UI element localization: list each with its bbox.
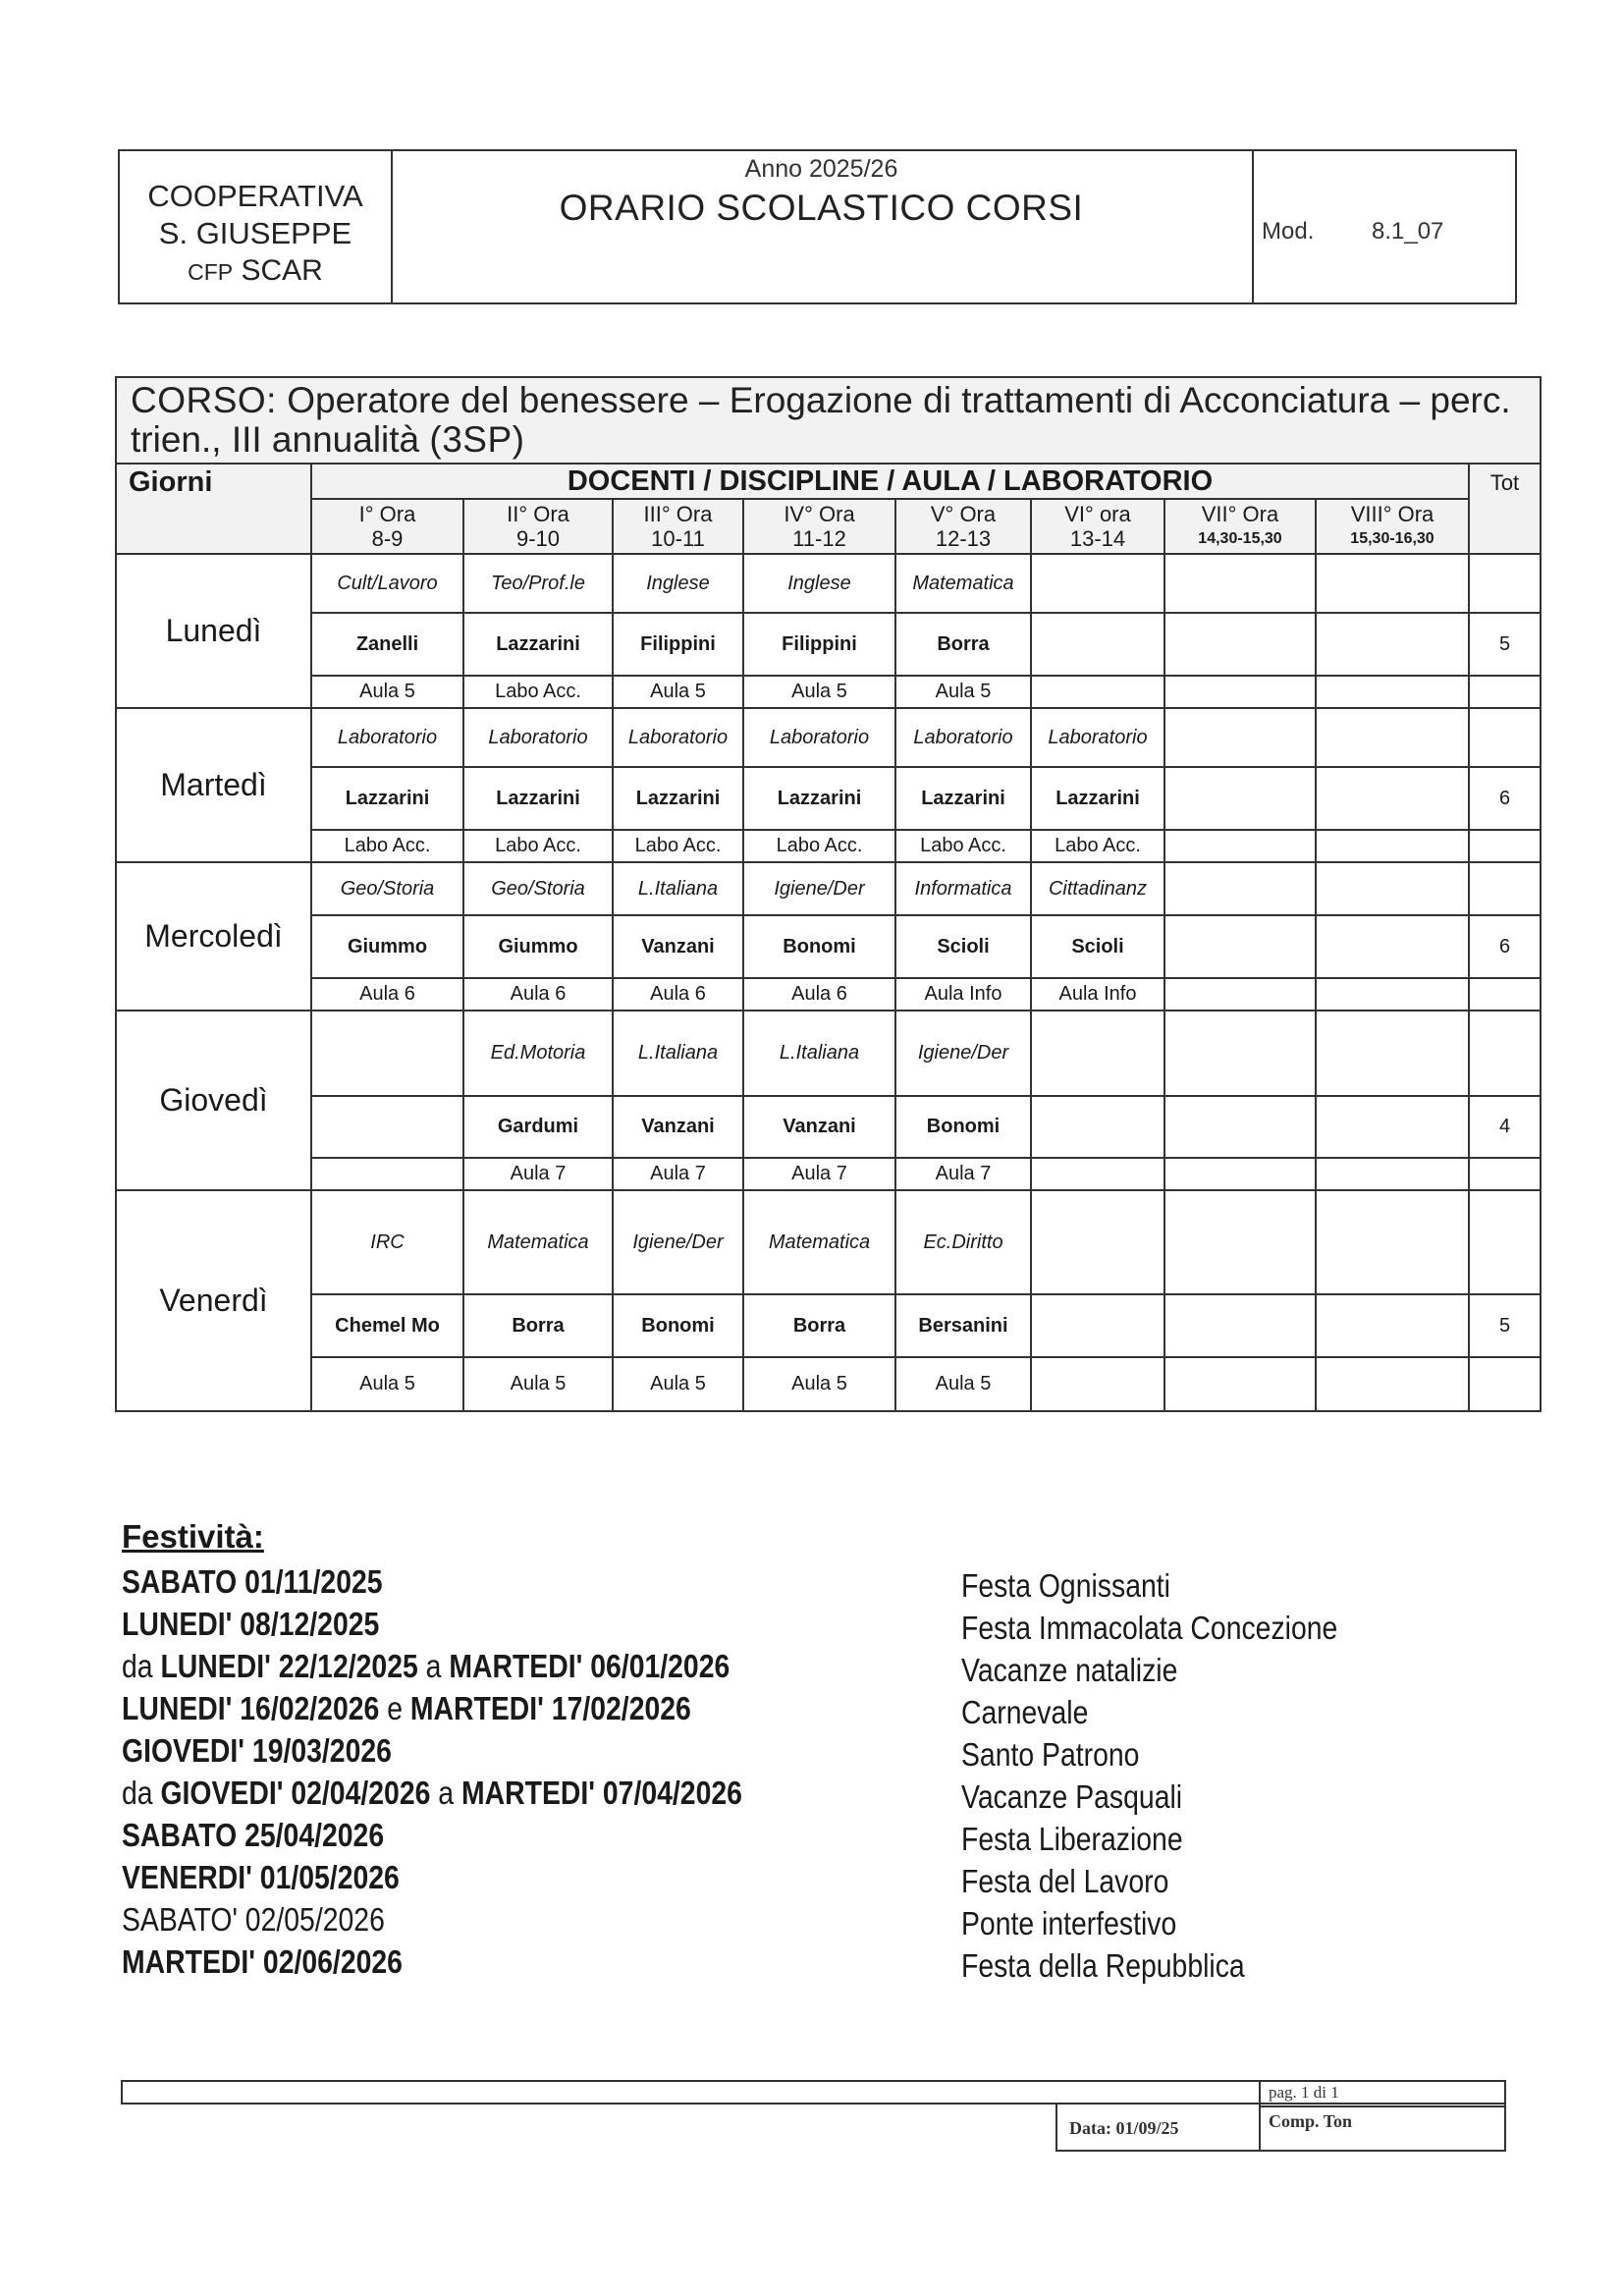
subject-cell: Inglese [613, 554, 743, 613]
festivita-dates [122, 1563, 843, 1986]
date-part: LUNEDI' 08/12/2025 [122, 1606, 380, 1642]
subject-cell: Ec.Diritto [895, 1190, 1031, 1294]
org-prefix: CFP [188, 259, 234, 285]
total-hours: 5 [1469, 613, 1541, 676]
subject-cell [1164, 1011, 1316, 1096]
day-venerdi: Venerdì [116, 1190, 311, 1411]
organization-block [120, 151, 393, 302]
hour-time: 11-12 [792, 526, 846, 551]
subject-cell [1164, 708, 1316, 767]
subject-cell: Laboratorio [743, 708, 895, 767]
teacher-cell: Zanelli [311, 613, 463, 676]
teacher-cell: Bersanini [895, 1294, 1031, 1357]
teacher-cell: Filippini [613, 613, 743, 676]
date-part: LUNEDI' 22/12/2025 [160, 1648, 418, 1684]
total-empty [1469, 1158, 1541, 1190]
hour-header [311, 499, 463, 554]
subject-cell [1031, 1190, 1164, 1294]
teacher-cell: Borra [463, 1294, 613, 1357]
teacher-cell [1316, 613, 1469, 676]
subject-cell: Matematica [463, 1190, 613, 1294]
row-mercoledi-teacher [116, 915, 1541, 978]
date-part: MARTEDI' 17/02/2026 [409, 1690, 691, 1726]
teacher-cell: Lazzarini [895, 767, 1031, 830]
room-cell [1031, 676, 1164, 708]
teacher-cell [1316, 915, 1469, 978]
title-block [391, 151, 1254, 302]
subject-cell: Laboratorio [1031, 708, 1164, 767]
row-lunedi-teacher [116, 613, 1541, 676]
room-cell: Aula 6 [311, 978, 463, 1011]
hour-header [1164, 499, 1316, 554]
room-cell: Labo Acc. [463, 830, 613, 862]
room-cell: Aula Info [1031, 978, 1164, 1011]
subject-cell [1164, 1190, 1316, 1294]
festivita-date [122, 1606, 742, 1648]
room-cell: Aula 5 [311, 1357, 463, 1411]
room-cell: Labo Acc. [463, 676, 613, 708]
module-block [1252, 151, 1515, 302]
festivita-description: Festa Immacolata Concezione [961, 1610, 1338, 1646]
festivita-title: Festività: [122, 1518, 264, 1555]
total-empty [1469, 830, 1541, 862]
schedule-table [115, 376, 1542, 1412]
room-cell: Labo Acc. [311, 830, 463, 862]
total-hours: 5 [1469, 1294, 1541, 1357]
teacher-cell [1031, 1294, 1164, 1357]
room-cell [1164, 978, 1316, 1011]
room-cell [1164, 1158, 1316, 1190]
days-column-header: Giorni [116, 464, 311, 554]
subject-cell: Matematica [895, 554, 1031, 613]
teacher-cell: Lazzarini [613, 767, 743, 830]
teacher-cell: Vanzani [613, 1096, 743, 1158]
festivita-date [122, 1648, 742, 1690]
subject-cell: Inglese [743, 554, 895, 613]
document-footer [121, 2080, 1506, 2152]
date-part: SABATO' 02/05/2026 [122, 1901, 385, 1938]
subject-cell [1031, 554, 1164, 613]
room-cell [1164, 676, 1316, 708]
room-cell [1316, 830, 1469, 862]
course-title: CORSO: Operatore del benessere – Erogazione di trattamenti di Acconciatura – perc. trien., III annualità (3SP) [116, 377, 1541, 464]
total-hours: 6 [1469, 915, 1541, 978]
room-cell: Labo Acc. [895, 830, 1031, 862]
day-mercoledi: Mercoledì [116, 862, 311, 1011]
hour-name: I° Ora [358, 502, 416, 526]
teacher-cell [1164, 1096, 1316, 1158]
teacher-cell [1164, 915, 1316, 978]
org-name-line1: COOPERATIVA [147, 179, 363, 213]
org-name-line3 [120, 252, 391, 291]
teacher-cell [1316, 1294, 1469, 1357]
teacher-cell [1164, 767, 1316, 830]
subject-cell [311, 1011, 463, 1096]
total-empty [1469, 708, 1541, 767]
subject-cell: Igiene/Der [743, 862, 895, 915]
org-scar: SCAR [241, 254, 323, 287]
teacher-cell: Giummo [311, 915, 463, 978]
date-part: VENERDI' 01/05/2026 [122, 1859, 400, 1895]
subject-cell: Matematica [743, 1190, 895, 1294]
hour-time: 14,30-15,30 [1198, 530, 1282, 547]
festivita-description: Vacanze natalizie [961, 1652, 1178, 1688]
subject-cell [1164, 554, 1316, 613]
row-giovedi-room [116, 1158, 1541, 1190]
subject-cell [1031, 1011, 1164, 1096]
row-giovedi-teacher [116, 1096, 1541, 1158]
row-martedi-room [116, 830, 1541, 862]
teacher-cell [311, 1096, 463, 1158]
date-part: a [430, 1775, 461, 1811]
subject-cell [1316, 1190, 1469, 1294]
total-empty [1469, 1011, 1541, 1096]
room-cell: Aula 5 [613, 1357, 743, 1411]
room-cell: Aula 5 [895, 1357, 1031, 1411]
room-cell: Aula 6 [613, 978, 743, 1011]
date-part: SABATO 01/11/2025 [122, 1563, 383, 1600]
room-cell: Aula 7 [895, 1158, 1031, 1190]
room-cell [1164, 830, 1316, 862]
teacher-cell: Scioli [1031, 915, 1164, 978]
day-martedi: Martedì [116, 708, 311, 862]
compiler: Comp. Ton [1269, 2111, 1353, 2131]
total-empty [1469, 676, 1541, 708]
room-cell [311, 1158, 463, 1190]
room-cell: Labo Acc. [743, 830, 895, 862]
teacher-cell [1164, 613, 1316, 676]
document-header [118, 149, 1517, 304]
row-martedi-teacher [116, 767, 1541, 830]
subject-cell: Laboratorio [311, 708, 463, 767]
date-part: SABATO 25/04/2026 [122, 1817, 385, 1853]
hour-name: IV° Ora [784, 502, 855, 526]
teacher-cell: Giummo [463, 915, 613, 978]
row-lunedi-subject [116, 554, 1541, 613]
hour-name: VIII° Ora [1350, 502, 1434, 526]
subject-cell: Laboratorio [613, 708, 743, 767]
hour-time: 8-9 [371, 526, 404, 551]
teacher-cell: Bonomi [895, 1096, 1031, 1158]
subject-cell [1316, 554, 1469, 613]
footer-separator [1261, 2105, 1504, 2107]
subject-cell: L.Italiana [613, 1011, 743, 1096]
hour-header [895, 499, 1031, 554]
festivita-date [122, 1732, 742, 1775]
subject-cell: L.Italiana [613, 862, 743, 915]
subject-cell [1316, 862, 1469, 915]
room-cell [1316, 978, 1469, 1011]
subject-cell: L.Italiana [743, 1011, 895, 1096]
date-part: e [379, 1690, 410, 1726]
teacher-cell: Scioli [895, 915, 1031, 978]
room-cell: Aula Info [895, 978, 1031, 1011]
row-venerdi-teacher [116, 1294, 1541, 1357]
subject-cell [1164, 862, 1316, 915]
hour-header [1031, 499, 1164, 554]
teacher-cell [1164, 1294, 1316, 1357]
date-part: MARTEDI' 06/01/2026 [449, 1648, 730, 1684]
room-cell: Aula 5 [743, 1357, 895, 1411]
row-giovedi-subject [116, 1011, 1541, 1096]
teacher-cell: Lazzarini [463, 613, 613, 676]
total-empty [1469, 1357, 1541, 1411]
festivita-section [122, 1518, 843, 1986]
teacher-cell: Lazzarini [463, 767, 613, 830]
teacher-cell: Borra [743, 1294, 895, 1357]
subject-cell: Teo/Prof.le [463, 554, 613, 613]
hour-header [1316, 499, 1469, 554]
room-cell: Aula 5 [463, 1357, 613, 1411]
total-empty [1469, 978, 1541, 1011]
subject-cell: Laboratorio [463, 708, 613, 767]
room-cell [1031, 1158, 1164, 1190]
hour-name: VI° ora [1064, 502, 1131, 526]
hour-name: II° Ora [507, 502, 569, 526]
room-cell [1316, 1357, 1469, 1411]
footer-page-box [1259, 2080, 1506, 2152]
document-title: ORARIO SCOLASTICO CORSI [559, 188, 1084, 228]
festivita-description: Ponte interfestivo [961, 1905, 1177, 1941]
festivita-description: Festa Ognissanti [961, 1567, 1170, 1604]
festivita-description: Carnevale [961, 1694, 1089, 1730]
hour-time: 12-13 [935, 526, 992, 551]
module-label: Mod. [1262, 218, 1315, 245]
total-empty [1469, 554, 1541, 613]
subject-cell: Geo/Storia [463, 862, 613, 915]
teacher-cell: Gardumi [463, 1096, 613, 1158]
date-part: a [417, 1648, 450, 1684]
teacher-cell: Chemel Mo [311, 1294, 463, 1357]
total-hours: 4 [1469, 1096, 1541, 1158]
hour-name: III° Ora [643, 502, 713, 526]
day-giovedi: Giovedì [116, 1011, 311, 1190]
room-cell: Aula 7 [613, 1158, 743, 1190]
date-part: da [122, 1648, 161, 1684]
festivita-description: Festa della Repubblica [961, 1947, 1245, 1984]
room-cell: Labo Acc. [613, 830, 743, 862]
hour-time: 15,30-16,30 [1350, 530, 1434, 547]
festivita-date [122, 1859, 742, 1901]
subject-cell: Cult/Lavoro [311, 554, 463, 613]
room-cell: Aula 5 [743, 676, 895, 708]
teacher-cell: Lazzarini [743, 767, 895, 830]
date-part: MARTEDI' 07/04/2026 [460, 1775, 742, 1811]
festivita-date [122, 1775, 742, 1817]
festivita-date [122, 1690, 742, 1732]
row-lunedi-room [116, 676, 1541, 708]
room-cell: Aula 7 [463, 1158, 613, 1190]
subject-cell: Igiene/Der [895, 1011, 1031, 1096]
row-mercoledi-subject [116, 862, 1541, 915]
hour-name: V° Ora [930, 502, 997, 526]
total-empty [1469, 1190, 1541, 1294]
subject-cell [1316, 708, 1469, 767]
subject-cell: IRC [311, 1190, 463, 1294]
org-name-line2: S. GIUSEPPE [158, 216, 352, 250]
subject-cell: Ed.Motoria [463, 1011, 613, 1096]
room-cell: Aula 7 [743, 1158, 895, 1190]
hour-header [613, 499, 743, 554]
subject-cell: Igiene/Der [613, 1190, 743, 1294]
room-cell: Aula 5 [311, 676, 463, 708]
hour-time: 9-10 [515, 526, 561, 551]
room-cell [1316, 1158, 1469, 1190]
room-cell: Aula 6 [463, 978, 613, 1011]
teacher-cell: Bonomi [743, 915, 895, 978]
subject-cell [1316, 1011, 1469, 1096]
total-hours: 6 [1469, 767, 1541, 830]
hour-header [743, 499, 895, 554]
room-cell: Aula 5 [613, 676, 743, 708]
festivita-description: Santo Patrono [961, 1736, 1140, 1773]
row-mercoledi-room [116, 978, 1541, 1011]
teacher-cell: Filippini [743, 613, 895, 676]
festivita-date [122, 1563, 742, 1606]
teacher-cell [1316, 767, 1469, 830]
teacher-cell: Borra [895, 613, 1031, 676]
room-cell: Aula 6 [743, 978, 895, 1011]
room-cell: Labo Acc. [1031, 830, 1164, 862]
subject-cell: Geo/Storia [311, 862, 463, 915]
festivita-descriptions [961, 1567, 1399, 1990]
module-code: 8.1_07 [1372, 218, 1444, 245]
room-cell [1164, 1357, 1316, 1411]
hour-time: 10-11 [651, 526, 705, 551]
festivita-description: Festa del Lavoro [961, 1863, 1169, 1899]
row-martedi-subject [116, 708, 1541, 767]
room-cell [1031, 1357, 1164, 1411]
room-cell: Aula 5 [895, 676, 1031, 708]
hour-time: 13-14 [1069, 526, 1126, 551]
row-venerdi-subject [116, 1190, 1541, 1294]
day-lunedi: Lunedì [116, 554, 311, 708]
total-empty [1469, 862, 1541, 915]
teacher-cell: Vanzani [743, 1096, 895, 1158]
subject-cell: Cittadinanz [1031, 862, 1164, 915]
date-part: da [122, 1775, 161, 1811]
tot-header: Tot [1469, 464, 1541, 554]
teacher-cell: Lazzarini [1031, 767, 1164, 830]
docenti-header: DOCENTI / DISCIPLINE / AULA / LABORATORIO [311, 464, 1469, 499]
room-cell [1316, 676, 1469, 708]
date-part: LUNEDI' 16/02/2026 [122, 1690, 380, 1726]
teacher-cell [1316, 1096, 1469, 1158]
row-venerdi-room [116, 1357, 1541, 1411]
teacher-cell: Vanzani [613, 915, 743, 978]
teacher-cell: Bonomi [613, 1294, 743, 1357]
date-part: MARTEDI' 02/06/2026 [122, 1943, 403, 1980]
festivita-description: Vacanze Pasquali [961, 1778, 1183, 1815]
page-number: pag. 1 di 1 [1269, 2083, 1339, 2102]
school-year: Anno 2025/26 [744, 155, 898, 183]
subject-cell: Laboratorio [895, 708, 1031, 767]
festivita-date [122, 1901, 742, 1943]
date-part: GIOVEDI' 02/04/2026 [160, 1775, 431, 1811]
footer-date: Data: 01/09/25 [1055, 2103, 1261, 2152]
teacher-cell [1031, 613, 1164, 676]
subject-cell: Informatica [895, 862, 1031, 915]
festivita-date [122, 1943, 742, 1986]
teacher-cell [1031, 1096, 1164, 1158]
hour-header [463, 499, 613, 554]
hour-name: VII° Ora [1201, 502, 1279, 526]
teacher-cell: Lazzarini [311, 767, 463, 830]
festivita-description: Festa Liberazione [961, 1821, 1183, 1857]
date-part: GIOVEDI' 19/03/2026 [122, 1732, 392, 1769]
festivita-date [122, 1817, 742, 1859]
